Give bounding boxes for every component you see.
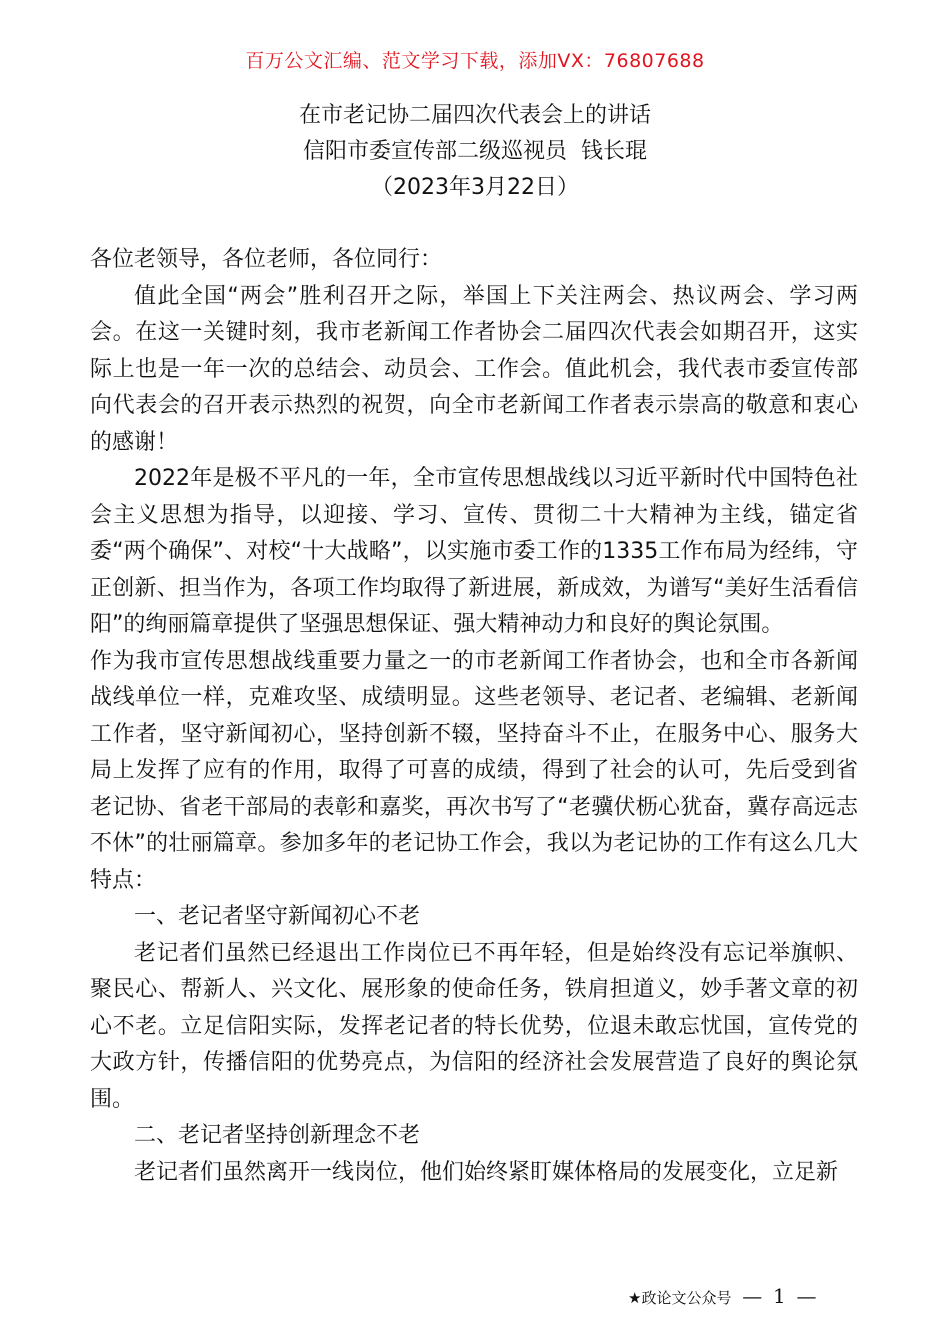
footer-source: ★政论文公众号 (628, 1289, 732, 1307)
document-header (0, 98, 950, 206)
paragraph-section-1: 老记者们虽然已经退出工作岗位已不再年轻，但是始终没有忘记举旗帜、聚民心、帮新人、兴文化、展形象的使命任务，铁肩担道义，妙手著文章的初心不老。立足信阳实际，发挥老记者的特长优势，位退未敢忘忧国，宣传党的大政方针，传播信阳的优势亮点，为信阳的经济社会发展营造了良好的舆论氛围。 (90, 940, 858, 1112)
footer-dash-left: — (742, 1284, 763, 1308)
page-footer (628, 1284, 817, 1308)
speech-date: （2023年3月22日） (371, 175, 579, 200)
footer-dash-right: — (796, 1284, 817, 1308)
page-number: 1 (773, 1284, 786, 1308)
section-heading-2: 二、老记者坚持创新理念不老 (134, 1123, 421, 1148)
section-heading-1: 一、老记者坚守新闻初心不老 (134, 904, 421, 929)
paragraph-2022-review: 2022年是极不平凡的一年，全市宣传思想战线以习近平新时代中国特色社会主义思想为指导，以迎接、学习、宣传、贯彻二十大精神为主线，锚定省委“两个确保”、对校“十大战略”，以实施市委工作的1335工作布局为经纬，守正创新、担当作为，各项工作均取得了新进展，新成效，为谱写“美好生活看信阳”的绚丽篇章提供了坚强思想保证、强大精神动力和良好的舆论氛围。 (90, 466, 858, 637)
promo-banner: 百万公文汇编、范文学习下载，添加VX：76807688 (245, 50, 705, 72)
document-body (90, 242, 858, 1191)
paragraph-association-achievements: 作为我市宣传思想战线重要力量之一的市老新闻工作者协会，也和全市各新闻战线单位一样，克难攻坚、成绩明显。这些老领导、老记者、老编辑、老新闻工作者，坚守新闻初心，坚持创新不辍，坚持奋斗不止，在服务中心、服务大局上发挥了应有的作用，取得了可喜的成绩，得到了社会的认可，先后受到省老记协、省老干部局的表彰和嘉奖，再次书写了“老骥伏枥心犹奋，冀存高远志不休”的壮丽篇章。参加多年的老记协工作会，我以为老记协的工作有这么几大特点： (90, 648, 858, 893)
paragraph-section-2: 老记者们虽然离开一线岗位，他们始终紧盯媒体格局的发展变化，立足新 (134, 1159, 839, 1185)
paragraph-opening: 值此全国“两会”胜利召开之际，举国上下关注两会、热议两会、学习两会。在这一关键时刻，我市老新闻工作者协会二届四次代表会如期召开，这实际上也是一年一次的总结会、动员会、工作会。值此机会，我代表市委宣传部向代表会的召开表示热烈的祝贺，向全市老新闻工作者表示崇高的敬意和衷心的感谢！ (90, 283, 858, 455)
speaker-line: 信阳市委宣传部二级巡视员 钱长琨 (303, 139, 647, 164)
document-title: 在市老记协二届四次代表会上的讲话 (298, 103, 651, 128)
salutation: 各位老领导，各位老师，各位同行： (90, 247, 443, 272)
